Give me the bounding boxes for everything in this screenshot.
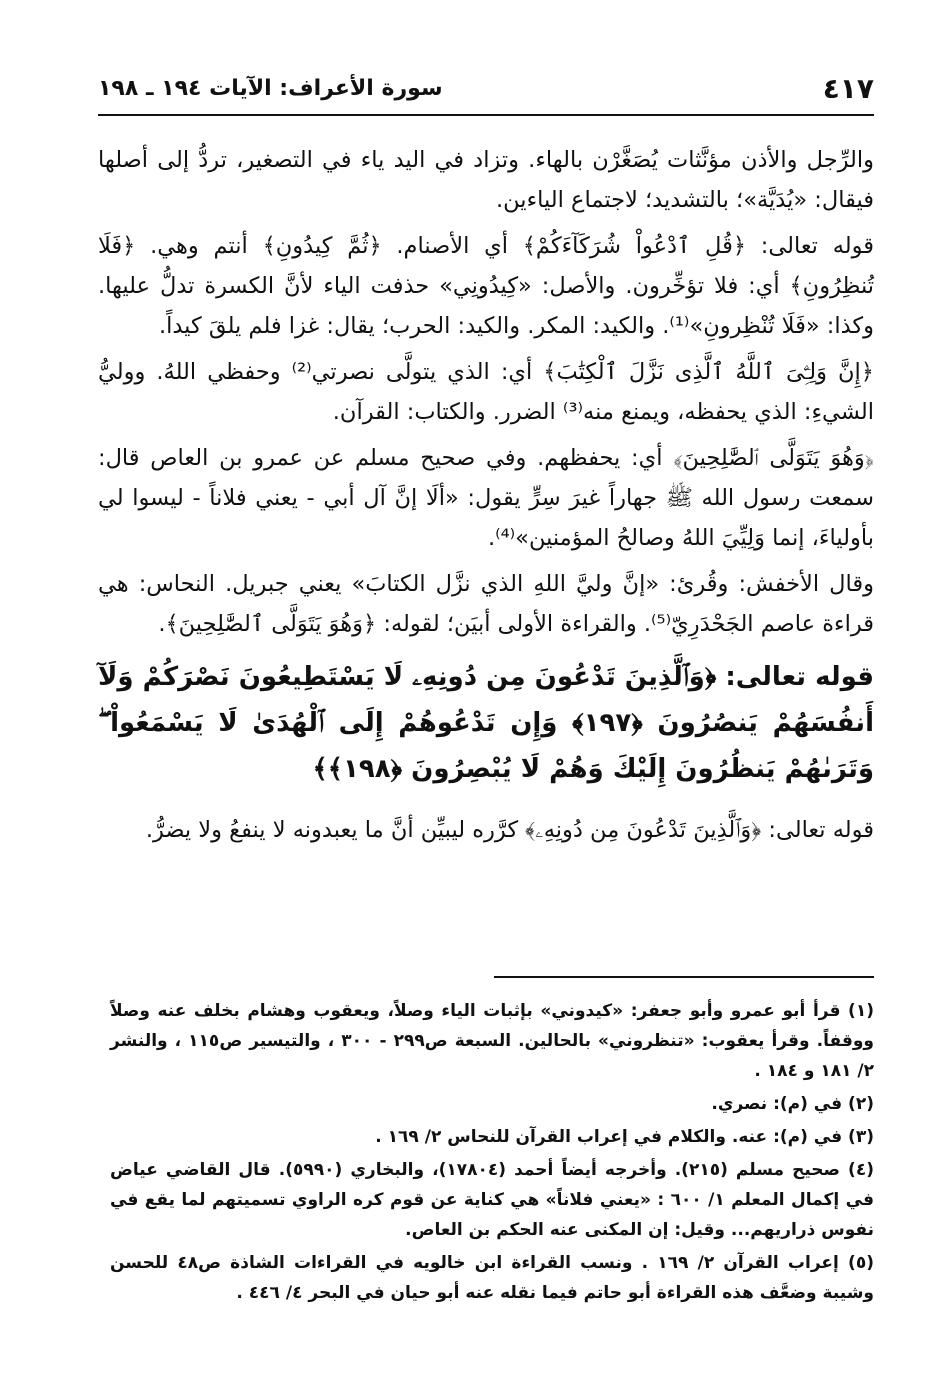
footnote: (٥) إعراب القرآن ٢/ ١٦٩ . ونسب القراءة ابن خالويه في القراءات الشاذة ص٤٨ للحسن وشيبة وضعَّف هذه القراءة أبو حاتم فيما نقله عنه أبو حيان في البحر ٤/ ٤٤٦ . bbox=[110, 1253, 874, 1303]
running-title: سورة الأعراف: الآيات ١٩٤ ـ ١٩٨ bbox=[98, 76, 443, 101]
footnote-separator bbox=[494, 976, 874, 978]
footnote: (١) قرأ أبو عمرو وأبو جعفر: «كيدوني» بإثبات الياء وصلاً، ويعقوب وهشام بخلف عنه وصلاً ووقفاً. وقرأ يعقوب: «تنظروني» بالحالين. السبعة ص٢٩٩ - ٣٠٠ ، والتيسير ص١١٥ ، والنشر ٢/ ١٨١ و ١٨٤ . bbox=[110, 1001, 874, 1081]
footnotes bbox=[110, 996, 874, 1311]
paragraph: قوله تعالى: ﴿قُلِ ٱدْعُواْ شُرَكَآءَكُمْ﴾ أي الأصنام. ﴿ثُمَّ كِيدُونِ﴾ أنتم وهي. ﴿فَلَا تُنظِرُونِ﴾ أي: فلا تؤخِّرون. والأصل: «كِيدُونِي» حذفت الياء لأنَّ الكسرة تدلُّ عليها. وكذا: «فَلَا تُنْظِرونِ»⁽¹⁾. والكيد: المكر. والكيد: الحرب؛ يقال: غزا فلم يلقَ كيداً. bbox=[98, 233, 874, 339]
paragraph: والرِّجل والأذن مؤنَّثات يُصَغَّرْن بالهاء. وتزاد في اليد ياء في التصغير، تردُّ إلى أصلها فيقال: «يُدَيَّة»؛ بالتشديد؛ لاجتماع الياءين. bbox=[98, 147, 874, 213]
footnote: (٢) في (م): نصري. bbox=[711, 1094, 874, 1114]
footnote: (٤) صحيح مسلم (٢١٥). وأخرجه أيضاً أحمد (١٧٨٠٤)، والبخاري (٥٩٩٠). قال القاضي عياض في إكمال المعلم ١/ ٦٠٠ : «يعني فلاناً» هي كناية عن قوم كره الراوي تسميتهم لما يقع في نفوس ذراريهم... وقيل: إن المكنى عنه الحكم بن العاص. bbox=[110, 1160, 874, 1240]
paragraph: وقال الأخفش: وقُرئ: «إنَّ وليَّ اللهِ الذي نزَّل الكتابَ» يعني جبريل. النحاس: هي قراءة عاصم الجَحْدَرِيّ⁽⁵⁾. والقراءة الأولى أبيَن؛ لقوله: ﴿وَهُوَ يَتَوَلَّى ٱلصَّٰلِحِينَ﴾. bbox=[98, 571, 874, 637]
main-text bbox=[98, 140, 874, 856]
paragraph: ﴿إِنَّ وَلِـِّۧىَ ٱللَّهُ ٱلَّذِى نَزَّلَ ٱلْكِتَٰبَ﴾ أي: الذي يتولَّى نصرتي⁽²⁾ وحفظي اللهُ. ووليُّ الشيءِ: الذي يحفظه، ويمنع منه⁽³⁾ الضرر. والكتاب: القرآن. bbox=[98, 359, 874, 425]
paragraph: قوله تعالى: ﴿وَٱلَّذِينَ تَدْعُونَ مِن دُونِهِۦ﴾ كرَّره ليبيِّن أنَّ ما يعبدونه لا ينفعُ ولا يضرُّ. bbox=[145, 817, 874, 843]
page-number: ٤١٧ bbox=[822, 72, 874, 105]
page-header bbox=[98, 70, 874, 116]
footnote: (٣) في (م): عنه. والكلام في إعراب القرآن للنحاس ٢/ ١٦٩ . bbox=[375, 1127, 874, 1147]
quranic-verse-heading: قوله تعالى: ﴿وَٱلَّذِينَ تَدْعُونَ مِن دُونِهِۦ لَا يَسْتَطِيعُونَ نَصْرَكُمْ وَلَآ أَنفُسَهُمْ يَنصُرُونَ ﴿١٩٧﴾ وَإِن تَدْعُوهُمْ إِلَى ٱلْهُدَىٰ لَا يَسْمَعُواْ ۖ وَتَرَىٰهُمْ يَنظُرُونَ إِلَيْكَ وَهُمْ لَا يُبْصِرُونَ ﴿١٩٨﴾﴾ bbox=[98, 662, 874, 784]
paragraph: ﴿وَهُوَ يَتَوَلَّى ٱلصَّٰلِحِينَ﴾ أي: يحفظهم. وفي صحيح مسلم عن عمرو بن العاص قال: سمعت رسول الله ﷺ جهاراً غيرَ سِرٍّ يقول: «ألَا إنَّ آل أبي - يعني فلاناً - ليسوا لي بأولياءَ، إنما وَلِيِّيَ اللهُ وصالحُ المؤمنين»⁽⁴⁾. bbox=[98, 445, 874, 551]
